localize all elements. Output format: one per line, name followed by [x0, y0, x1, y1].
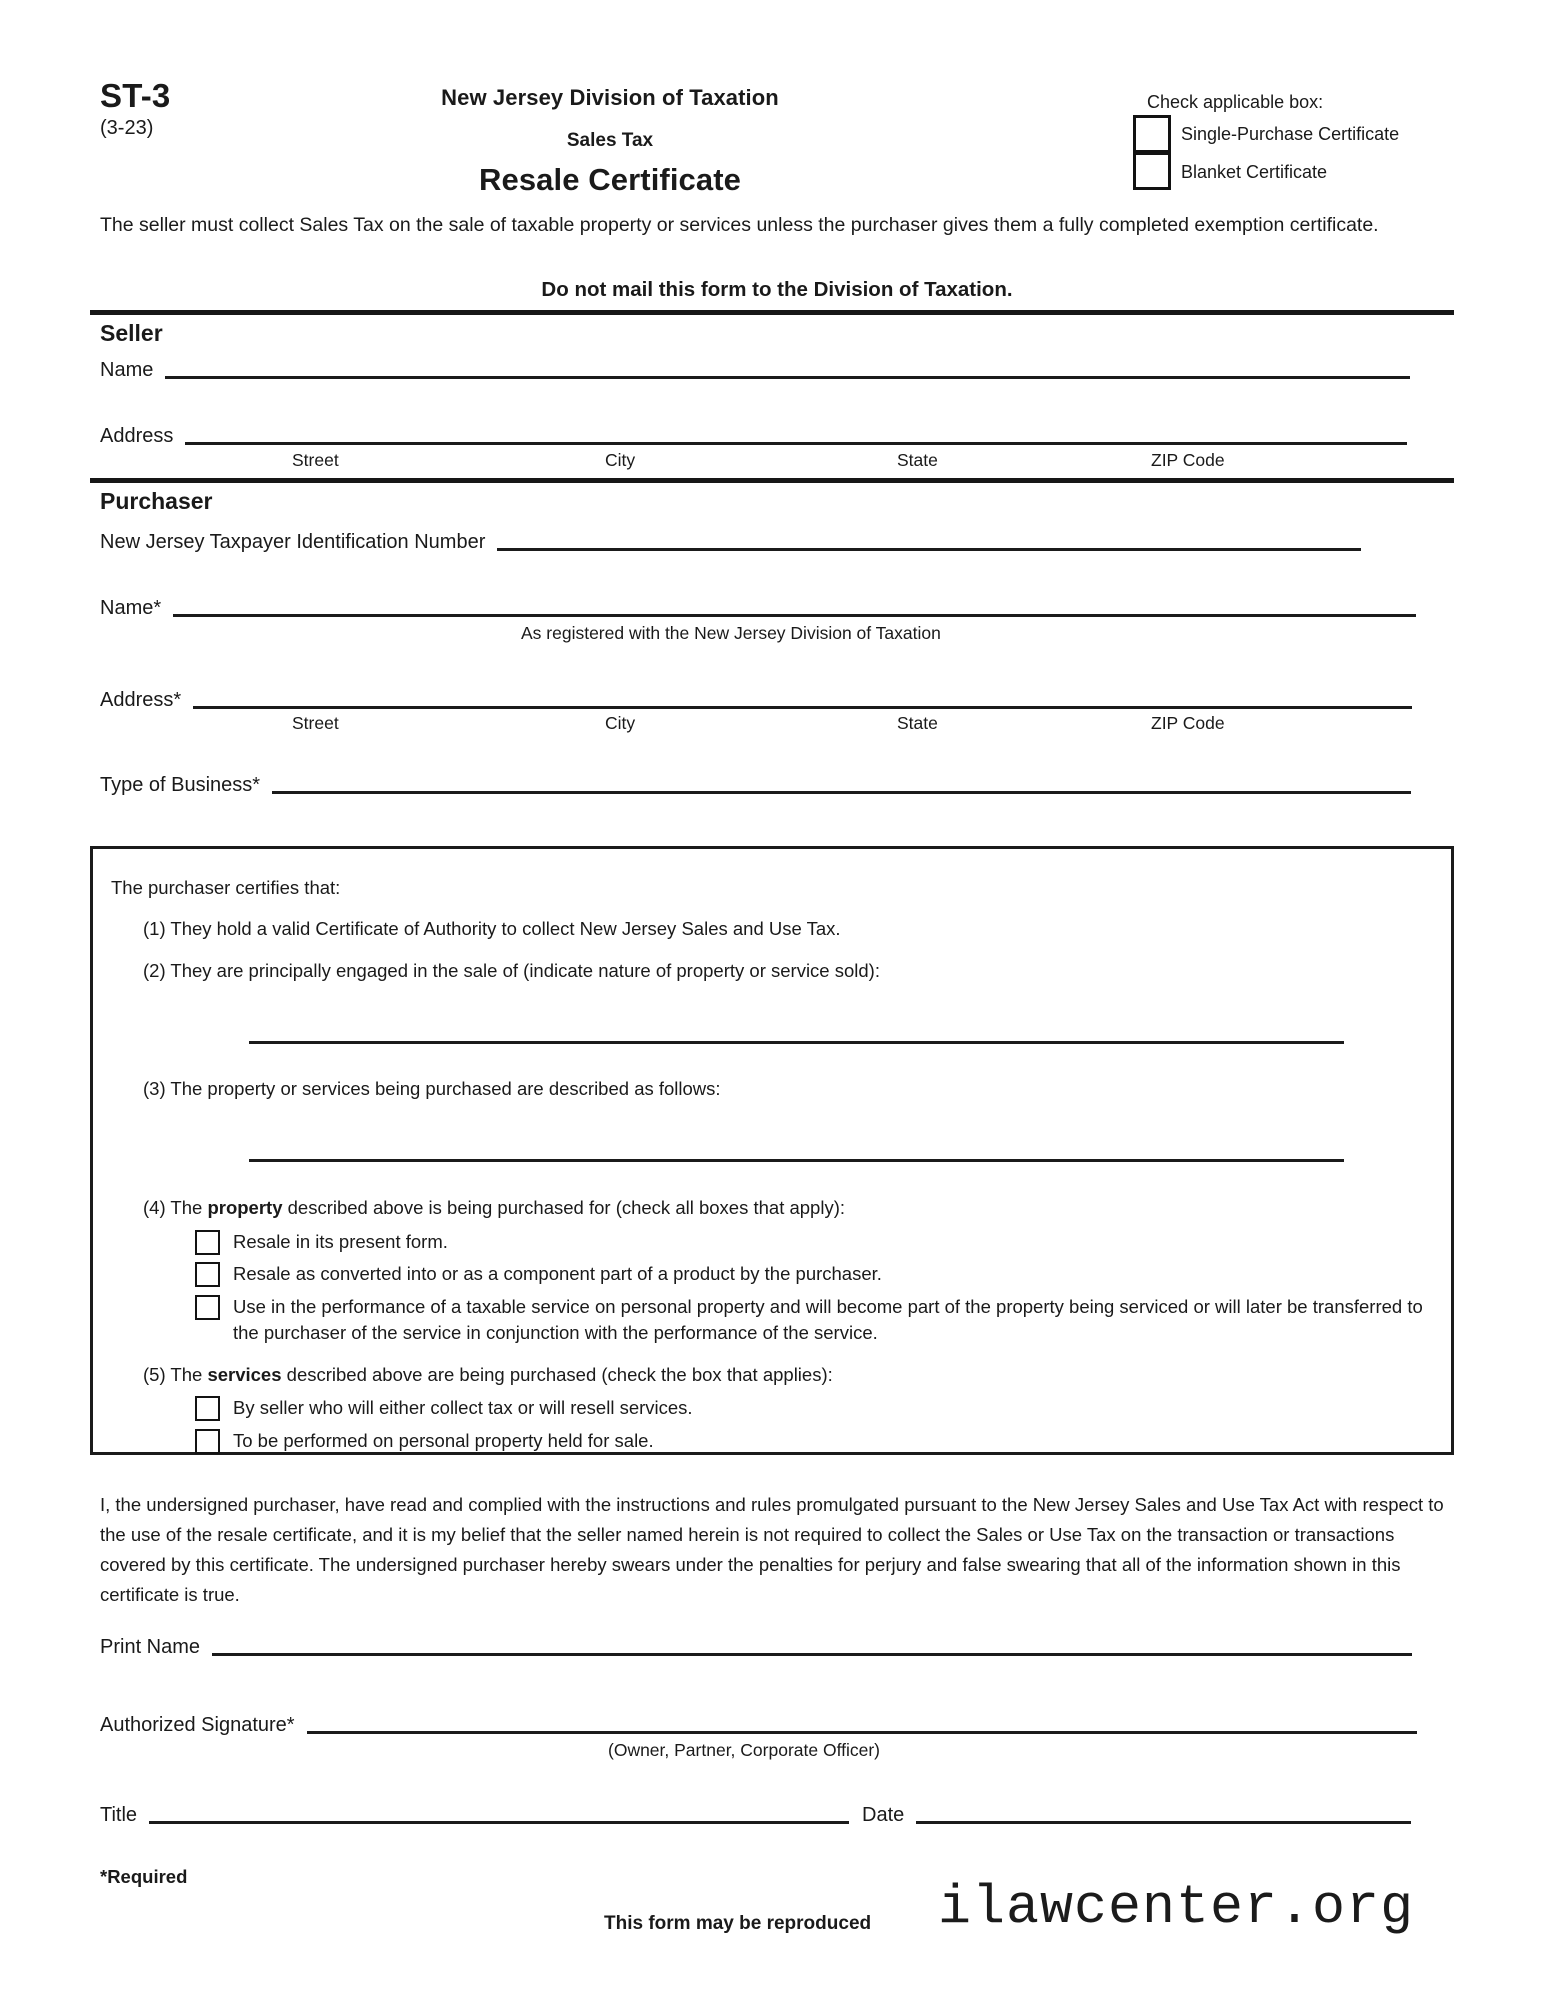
- date-input[interactable]: [916, 1821, 1411, 1824]
- agency-name: New Jersey Division of Taxation: [441, 85, 779, 110]
- seller-name-input[interactable]: [165, 376, 1410, 379]
- seller-section-heading: Seller: [100, 320, 163, 346]
- certification-item-3-input[interactable]: [249, 1159, 1344, 1162]
- form-header: [0, 0, 1554, 197]
- purchaser-name-row: [100, 598, 1454, 621]
- certification-item-4-keyword: property: [207, 1197, 283, 1218]
- property-option-3-checkbox[interactable]: [195, 1295, 220, 1320]
- purchaser-state-caption: State: [897, 713, 938, 733]
- seller-street-caption: Street: [292, 450, 339, 470]
- authorized-signature-caption: (Owner, Partner, Corporate Officer): [608, 1740, 881, 1760]
- title-row: [100, 1805, 849, 1828]
- services-option-1[interactable]: [195, 1395, 1425, 1421]
- single-purchase-checkbox[interactable]: [1133, 115, 1171, 153]
- services-option-2-checkbox[interactable]: [195, 1429, 220, 1454]
- purchaser-name-caption: As registered with the New Jersey Division of Taxation: [521, 623, 941, 643]
- print-name-input[interactable]: [212, 1653, 1412, 1656]
- certification-item-5: [143, 1361, 833, 1389]
- services-option-1-checkbox[interactable]: [195, 1396, 220, 1421]
- blanket-certificate-label: Blanket Certificate: [1181, 161, 1328, 182]
- intro-paragraph: The seller must collect Sales Tax on the sale of taxable property or services unless the purchaser gives them a fully completed exemption certificate.: [100, 214, 1379, 236]
- certification-item-4-post: described above is being purchased for (check all boxes that apply):: [282, 1197, 845, 1218]
- seller-state-caption: State: [897, 450, 938, 470]
- seller-zip-caption: ZIP Code: [1151, 450, 1225, 470]
- purchaser-tin-label: New Jersey Taxpayer Identification Number: [100, 531, 486, 553]
- form-title-block: [330, 85, 890, 198]
- blanket-certificate-checkbox[interactable]: [1133, 152, 1171, 190]
- property-option-3-label: Use in the performance of a taxable service on personal property and will become part of the property being serviced or will later be transferred to the purchaser of the service in conjunction with the performance of the service.: [233, 1296, 1423, 1344]
- certification-box: [90, 846, 1454, 1455]
- purchaser-tin-row: [100, 532, 1454, 555]
- purchaser-section-heading: Purchaser: [100, 488, 213, 514]
- certification-item-2: (2) They are principally engaged in the sale of (indicate nature of property or service sold):: [143, 960, 880, 981]
- services-option-2-label: To be performed on personal property held for sale.: [233, 1430, 654, 1451]
- purchaser-zip-caption: ZIP Code: [1151, 713, 1225, 733]
- property-option-2-checkbox[interactable]: [195, 1262, 220, 1287]
- services-option-1-label: By seller who will either collect tax or will resell services.: [233, 1397, 693, 1418]
- print-name-row: [100, 1637, 1454, 1660]
- certification-item-5-pre: (5) The: [143, 1364, 208, 1385]
- authorized-signature-label: Authorized Signature*: [100, 1714, 295, 1736]
- page-title: Resale Certificate: [479, 162, 741, 197]
- services-option-2[interactable]: [195, 1428, 1425, 1454]
- single-purchase-option[interactable]: [1133, 115, 1433, 153]
- authorized-signature-input[interactable]: [307, 1731, 1417, 1734]
- certification-item-4-pre: (4) The: [143, 1197, 208, 1218]
- purchaser-address-input[interactable]: [193, 706, 1412, 709]
- certification-item-5-post: described above are being purchased (check the box that applies):: [281, 1364, 833, 1385]
- type-of-business-label: Type of Business*: [100, 774, 261, 796]
- purchaser-street-caption: Street: [292, 713, 339, 733]
- title-label: Title: [100, 1804, 138, 1826]
- type-of-business-input[interactable]: [272, 791, 1411, 794]
- form-subtitle: Sales Tax: [566, 130, 654, 151]
- certification-item-1: (1) They hold a valid Certificate of Authority to collect New Jersey Sales and Use Tax.: [143, 918, 841, 939]
- form-identifier: [100, 78, 171, 139]
- property-option-1-label: Resale in its present form.: [233, 1231, 448, 1252]
- print-name-label: Print Name: [100, 1636, 201, 1658]
- form-revision-date: (3-23): [100, 116, 154, 139]
- date-label: Date: [862, 1804, 905, 1826]
- certification-item-2-input[interactable]: [249, 1041, 1344, 1044]
- single-purchase-label: Single-Purchase Certificate: [1181, 123, 1400, 144]
- certificate-type-prompt: Check applicable box:: [1147, 92, 1324, 112]
- authorized-signature-row: [100, 1715, 1454, 1738]
- seller-address-input[interactable]: [185, 442, 1407, 445]
- property-option-3[interactable]: [195, 1294, 1440, 1347]
- seller-name-row: [100, 360, 1454, 383]
- purchaser-name-label: Name*: [100, 597, 162, 619]
- certification-item-4: [143, 1194, 845, 1222]
- purchaser-city-caption: City: [605, 713, 636, 733]
- property-option-1[interactable]: [195, 1229, 1425, 1255]
- required-note: *Required: [100, 1866, 188, 1887]
- affirmation-paragraph: I, the undersigned purchaser, have read and complied with the instructions and rules promulgated pursuant to the New Jersey Sales and Use Tax Act with respect to the use of the resale certificate, and it is my belief that the seller named herein is not required to collect the Sales or Use Tax on the transaction or transactions covered by this certificate. The undersigned purchaser hereby swears under the penalties for perjury and false swearing that all of the information shown in this certificate is true.: [100, 1494, 1444, 1605]
- certification-item-5-keyword: services: [207, 1364, 282, 1385]
- form-code: ST-3: [100, 77, 171, 114]
- seller-name-label: Name: [100, 359, 154, 381]
- purchaser-name-input[interactable]: [173, 614, 1416, 617]
- do-not-mail-notice: Do not mail this form to the Division of Taxation.: [541, 278, 1013, 301]
- purchaser-tin-input[interactable]: [497, 548, 1361, 551]
- type-of-business-row: [100, 775, 1454, 798]
- certificate-type-group: [1133, 92, 1433, 191]
- property-option-2-label: Resale as converted into or as a component part of a product by the purchaser.: [233, 1263, 882, 1284]
- seller-address-label: Address: [100, 425, 174, 447]
- title-input[interactable]: [149, 1821, 849, 1824]
- certification-intro: The purchaser certifies that:: [111, 877, 341, 898]
- site-watermark: ilawcenter.org: [938, 1876, 1415, 1939]
- blanket-certificate-option[interactable]: [1133, 153, 1433, 191]
- property-option-1-checkbox[interactable]: [195, 1230, 220, 1255]
- purchaser-address-row: [100, 690, 1454, 713]
- certification-item-3: (3) The property or services being purchased are described as follows:: [143, 1078, 721, 1099]
- purchaser-address-label: Address*: [100, 689, 182, 711]
- seller-city-caption: City: [605, 450, 636, 470]
- date-row: [862, 1805, 1411, 1828]
- reproduce-note: This form may be reproduced: [604, 1913, 872, 1934]
- divider-top: [90, 310, 1454, 315]
- seller-address-row: [100, 426, 1454, 449]
- divider-seller-purchaser: [90, 478, 1454, 483]
- property-option-2[interactable]: [195, 1261, 1425, 1287]
